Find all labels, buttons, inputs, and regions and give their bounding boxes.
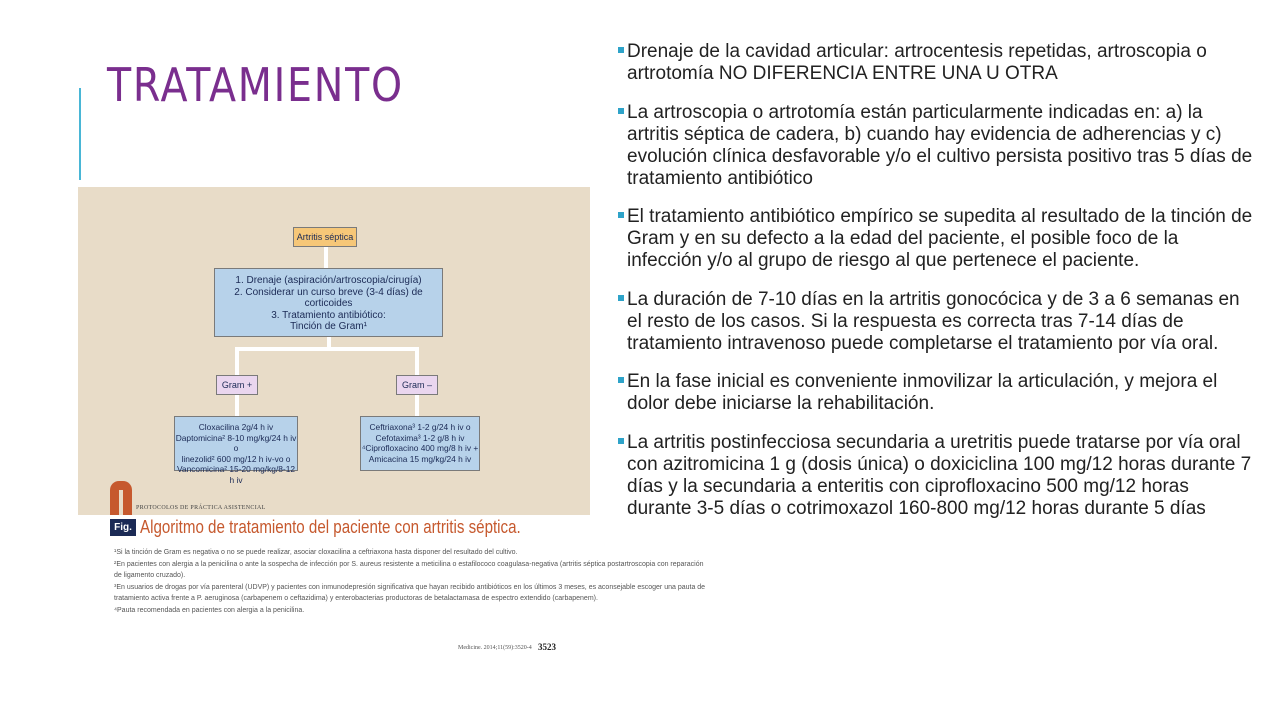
gram-positive-drug: linezolid² 600 mg/12 h iv-vo o [181,453,291,464]
footnote: tratamiento activa frente a P. aeruginosa (carbapenem o ceftazidima) y enterobacterias productoras de betalactamasa de espectro extendido (carbapenem). [114,595,598,603]
septic-arthritis-box [293,227,357,247]
bullet-arthroscopy-indications: La artroscopia o artrotomía están particularmente indicadas en: a) la artritis séptica de cadera, b) cuando hay evidencia de adherencias y c) evolución clínica desfavorable y/o el cultivo persista positivo tras 5 días de tratamiento antibiótico [615,102,1255,190]
connector-to-gram-neg [415,347,419,375]
bullet-empiric-antibiotics: El tratamiento antibiótico empírico se supedita al resultado de la tinción de Gram y en su defecto a la edad del paciente, el posible foco de la infección y/o al grupo de riesgo al que pertenece el paciente. [615,206,1255,272]
gram-negative-drug: ⁴Ciprofloxacino 400 mg/8 h iv + [361,443,479,453]
slide-title: TRATAMIENTO [107,58,404,112]
gram-positive-drug: Vancomicina² 15-20 mg/kg/8-12 h iv [176,464,296,485]
bullet-list [615,41,1255,536]
gram-negative-label: Gram – [401,380,432,390]
bullet-postinfectious: La artritis postinfecciosa secundaria a uretritis puede tratarse por vía oral con azitromicina 1 g (dosis única) o doxiciclina 100 mg/12 horas durante 7 días y la secundaria a enteritis con ciprofloxacino 500 mg/12 horas durante 3-5 días o cotrimoxazol 160-800 mg/12 horas durante 5 días [615,432,1255,520]
gram-positive-drug: Daptomicina² 8-10 mg/kg/24 h iv o [175,432,297,453]
flowchart-figure [78,187,590,517]
gram-negative-drugs-box [360,416,480,471]
connector-start-main [324,247,328,268]
bullet-drainage: Drenaje de la cavidad articular: artrocentesis repetidas, artroscopia o artrotomía NO DIFERENCIA ENTRE UNA U OTRA [615,41,1255,85]
connector-branch [235,347,419,351]
protocol-header: PROTOCOLOS DE PRÁCTICA ASISTENCIAL [136,505,266,511]
citation: Medicine. 2014;11(59):3520-4 [458,645,532,651]
figure-caption-area [78,515,706,665]
bullet-immobilization: En la fase inicial es conveniente inmovilizar la articulación, y mejora el dolor debe iniciarse la rehabilitación. [615,371,1255,415]
gram-positive-drugs-box [174,416,298,485]
main-step-3: 3. Tratamiento antibiótico: [271,309,386,321]
connector-gram-neg-drugs [415,395,419,416]
main-step-1: 1. Drenaje (aspiración/artroscopia/cirugía) [235,275,422,286]
septic-arthritis-label: Artritis séptica [296,232,354,242]
bullet-duration: La duración de 7-10 días en la artritis gonocócica y de 3 a 6 semanas en el resto de los casos. Si la respuesta es correcta tras 7-14 días de tratamiento intravenoso puede completarse el tratamiento por vía oral. [615,289,1255,355]
main-step-2: 2. Considerar un curso breve (3-4 días) de corticoides [234,286,423,309]
footnote: ³En usuarios de drogas por vía parenteral (UDVP) y pacientes con inmunodepresión significativa que hayan recibido antibióticos en los últimos 3 meses, es aconsejable escoger una pauta de [114,583,706,591]
connector-to-gram-pos [235,347,239,375]
initial-treatment-box [214,268,443,337]
title-accent-line [79,88,81,180]
gram-positive-label: Gram + [221,380,253,390]
gram-negative-drug: Ceftriaxona³ 1-2 g/24 h iv o [369,422,471,432]
gram-negative-drug: Cefotaxima³ 1-2 g/8 h iv [375,432,465,443]
footnote: ²En pacientes con alergia a la penicilina o ante la sospecha de infección por S. aureus resistente a meticilina o estafilococo coagulasa-negativa (artritis séptica postartroscopia con reparación [114,560,704,568]
gram-negative-drug: Amicacina 15 mg/kg/24 h iv [368,453,472,464]
gram-positive-box [216,375,258,395]
footnote: ¹Si la tinción de Gram es negativa o no se puede realizar, asociar cloxacilina a ceftriaxona hasta disponer del resultado del cultivo. [114,549,518,556]
figure-footnotes [114,547,706,617]
figure-label: Fig. 2 [110,519,136,536]
gram-negative-box [396,375,438,395]
connector-gram-pos-drugs [235,395,239,416]
main-step-gram: Tinción de Gram¹ [290,321,367,332]
journal-logo-icon [110,481,132,515]
figure-title: Algoritmo de tratamiento del paciente con artritis séptica. [140,517,521,537]
footnote: de ligamento cruzado). [114,572,186,580]
gram-positive-drug: Cloxacilina 2g/4 h iv [198,422,274,432]
page-number: 3523 [538,642,556,652]
footnote: ⁴Pauta recomendada en pacientes con alergia a la penicilina. [114,606,305,614]
